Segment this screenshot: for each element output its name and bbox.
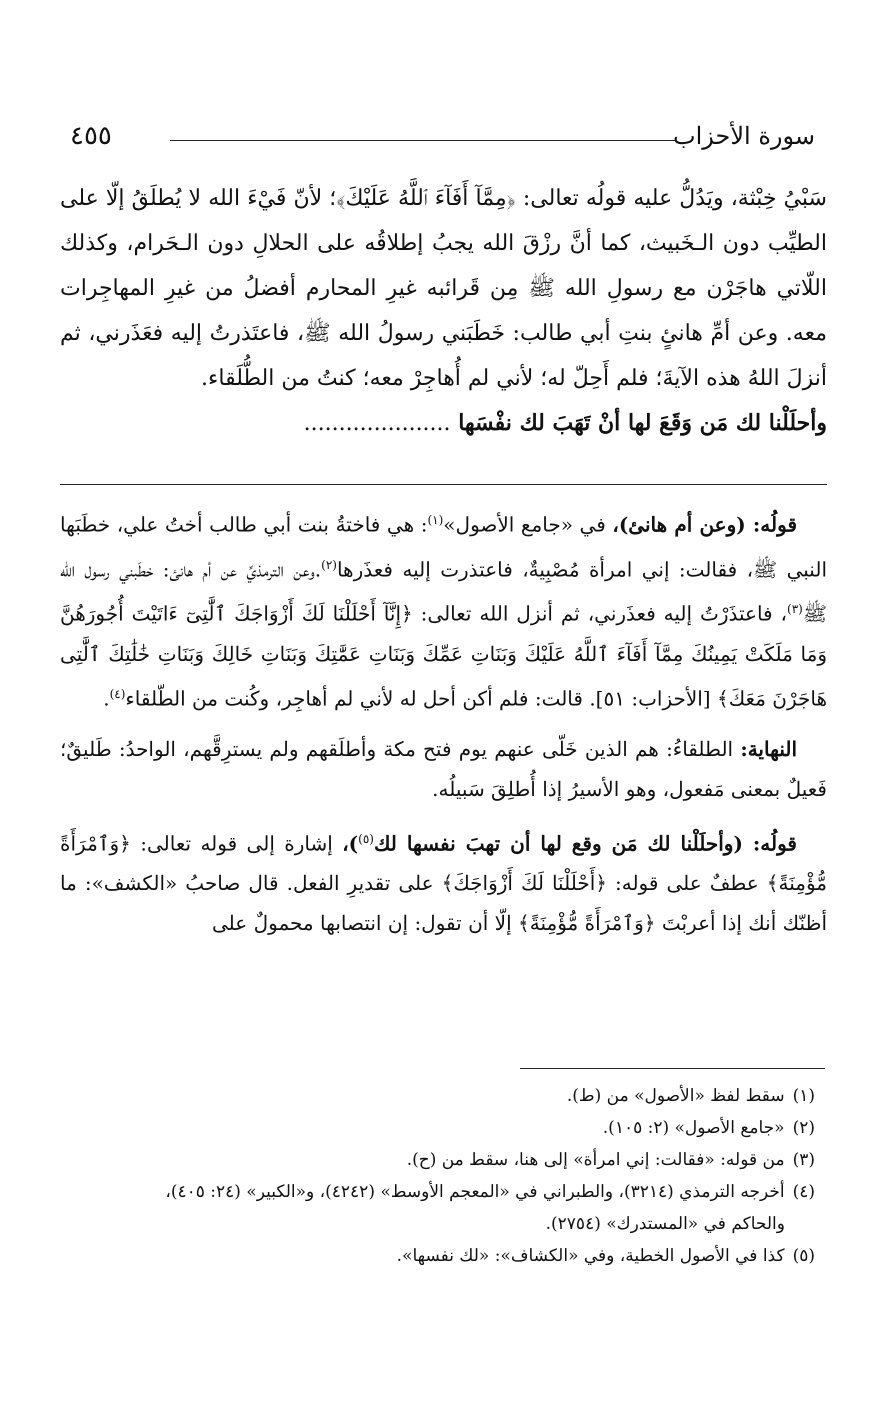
footnote-text: كذا في الأصول الخطية، وفي «الكشاف»: «لك نفسها». (396, 1246, 785, 1266)
footnote-text: من قوله: «فقالت: إني امرأة» إلى هنا، سقط من (ح). (406, 1150, 785, 1170)
footnote-number: (٢) (792, 1118, 815, 1138)
sharh-text-1c: .وعن الترمذيِّ عن أم هانئ: خطَبني رسول الله ﷺ (60, 557, 827, 626)
sharh-lead-1: قولُه: (وعن أم هانئ)، (612, 512, 798, 537)
footnote-number: (٤) (792, 1182, 815, 1202)
footnote-ref-1[interactable]: (١) (427, 513, 444, 527)
surah-title: سورة الأحزاب (673, 122, 815, 150)
sharh-lead-3: قولُه: (وأحلَلْنا لك مَن وقع لها أن تهبَ نفسها لك (373, 831, 797, 856)
sharh-text-3: إشارة إلى قوله تعالى: ﴿وَٱمْرَأَةً مُّؤْمِنَةً﴾ عطفٌ على قوله: ﴿أَحْلَلْنَا لَكَ أَزْوَاجَكَ﴾ على تقديرِ الفعل. قال صاحبُ «الكشف»: ما أظنّك أنك إذا أعربْتَ ﴿وَٱمْرَأَةً مُّؤْمِنَةً﴾ إلّا أن تقول: إن انتصابها محمولٌ على (60, 831, 827, 936)
sharh-text (60, 500, 827, 953)
footnote-number: (٣) (792, 1150, 815, 1170)
footnote-ref-2[interactable]: (٢) (321, 557, 337, 572)
footnote-ref-5[interactable]: (٥) (358, 831, 374, 846)
footnote-text: أخرجه الترمذي (٣٢١٤)، والطبراني في «المعجم الأوسط» (٤٢٤٢)، و«الكبير» (٢٤: ٤٠٥)، (165, 1182, 785, 1202)
footnote-number: (١) (792, 1086, 815, 1106)
footnote-continuation: والحاكم في «المستدرك» (٢٧٥٤). (545, 1214, 785, 1234)
footnote-item (60, 1240, 815, 1272)
sharh-text-1d: ، فاعتذَرْتُ إليه فعذَرني، ثم أنزل الله تعالى: ﴿إِنَّآ أَحْلَلْنَا لَكَ أَزْوَاجَكَ ٱلَّٰتِىٓ ءَاتَيْتَ أُجُورَهُنَّ وَمَا مَلَكَتْ يَمِينُكَ مِمَّآ أَفَآءَ ٱللَّهُ عَلَيْكَ وَبَنَاتِ عَمِّكَ وَبَنَاتِ عَمَّٰتِكَ وَبَنَاتِ خَالِكَ وَبَنَاتِ خَٰلَٰتِكَ ٱلَّٰتِى هَاجَرْنَ مَعَكَ﴾ [الأحزاب: ٥١]. قالت: فلم أكن أحل له لأني لم أهاجِر، وكُنت من الطّلقاء (60, 601, 827, 711)
footnote-number: (٥) (792, 1246, 815, 1266)
footnotes (60, 1080, 815, 1272)
footnote-item (60, 1144, 815, 1176)
sharh-lead-3-end: )، (342, 831, 359, 856)
sharh-paragraph-1 (60, 500, 827, 719)
page-header (70, 118, 815, 154)
sharh-text-2: الطلقاءُ: هم الذين خَلّى عنهم يوم فتح مكة وأطلَقهم ولم يسترِقَّهم، الواحدُ: طَليقٌ؛ فَعيلٌ بمعنى مَفعول، وهو الأسيرُ إذا أُطلِقَ سَبيلُه. (60, 736, 827, 801)
matn-paragraph: سَبْيُ خِبْثة، ويَدُلُّ عليه قولُه تعالى: ﴿مِمَّآ أَفَآءَ ٱللَّهُ عَلَيْكَ﴾؛ لأنّ فَيْءَ الله لا يُطلَقُ إلّا على الطيِّب دون الـخَبيث، كما أنَّ رزْقَ الله يجبُ إطلاقُه على الحلالِ دون الـحَرام، وكذلك اللّاتي هاجَرْن مع رسولِ الله ﷺ مِن قَرائبه غيرِ المحارم أفضلُ من غيرِ المهاجِرات معه. وعن أمِّ هانئٍ بنتِ أبي طالب: خَطَبَني رسولُ الله ﷺ، فاعتَذرتُ إليه فعَذَرني، ثم أنزلَ اللهُ هذه الآيةَ؛ فلم أَحِلّ له؛ لأني لم أُهاجِرْ معه؛ كنتُ من الطُّلَقاء. (60, 186, 827, 391)
footnote-item (60, 1176, 815, 1208)
page-number: ٤٥٥ (70, 121, 112, 151)
sharh-paragraph-2 (60, 729, 827, 809)
matn-closing-line (60, 401, 827, 446)
matn-dots: ..................... (303, 411, 451, 436)
matn-quote: وأحلَلْنا لك مَن وَقَعَ لها أنْ تَهَبَ لك نفْسَها (458, 410, 827, 436)
footnote-text: «جامع الأصول» (٢: ١٠٥). (602, 1118, 785, 1138)
sharh-text-1a: في «جامع الأصول» (443, 512, 613, 537)
matn-sharh-divider (60, 484, 827, 485)
sharh-text-1e: . (103, 686, 110, 711)
matn-text (60, 176, 827, 446)
footnote-item (60, 1112, 815, 1144)
footnote-ref-4[interactable]: (٤) (109, 686, 126, 701)
footnote-item (60, 1080, 815, 1112)
sharh-lead-2: النهاية: (740, 736, 797, 761)
footnote-text: سقط لفظ «الأصول» من (ط). (566, 1086, 785, 1106)
footnote-ref-3[interactable]: (٣) (787, 602, 803, 617)
sharh-paragraph-3 (60, 819, 827, 944)
sharh-text-1b: : هي فاختةُ بنت أبي طالب أختُ علي، خطَبَها النبي ﷺ، فقالت: إني امرأة مُصْبِيةٌ، فاعتذرت إليه فعذَرها (60, 512, 827, 582)
header-rule (170, 140, 675, 141)
footnote-rule (520, 1068, 825, 1069)
